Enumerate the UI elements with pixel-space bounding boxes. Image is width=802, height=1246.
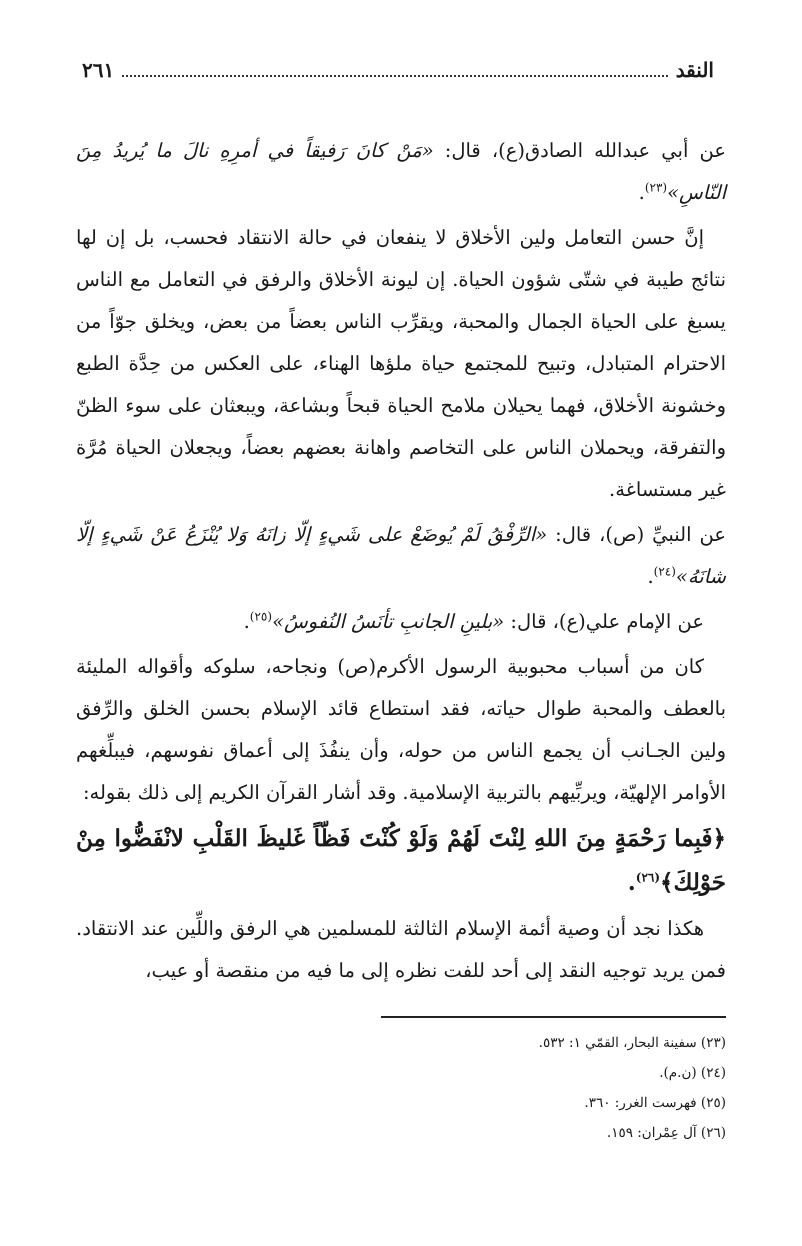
hadith-quote: «مَنْ كانَ رَفيقاً في أمرِهِ نالَ ما يُريدُ مِنَ النّاسِ» <box>76 139 726 204</box>
footnote-ref: (٢٦) <box>635 870 661 885</box>
paragraph-2: إنَّ حسن التعامل ولين الأخلاق لا ينفعان في حالة الانتقاد فحسب، بل إن لها نتائج طيبة في شتّى شؤون الحياة. إن ليونة الأخلاق والرفق في التعامل مع الناس يسبغ على الحياة الجمال والمحبة، ويقرِّب الناس بعضاً من بعض، ويخلق جوّاً من الاحترام المتبادل، وتبيح للمجتمع حياة ملؤها الهناء، على العكس من حِدَّة الطبع وخشونة الأخلاق، فهما يحيلان ملامح الحياة قبحاً وبشاعة، ويبعثان على سوء الظنّ والتفرقة، ويحملان الناس على التخاصم واهانة بعضهم بعضاً، ويجعلان الحياة مُرَّة غير مستساغة. <box>76 226 726 501</box>
footnote-ref: (٢٤) <box>653 564 676 579</box>
paragraph-4 <box>76 601 726 643</box>
punctuation: . <box>647 565 654 588</box>
footnote-26: (٢٦) آل عِمْران: ١٥٩. <box>606 1125 726 1141</box>
footnote-divider <box>381 1016 726 1018</box>
footnote-ref: (٢٥) <box>249 609 273 624</box>
paragraph-6: هكذا نجد أن وصية أئمة الإسلام الثالثة للمسلمين هي الرفق واللِّين عند الانتقاد. فمن يريد توجيه النقد إلى أحد للفت نظره إلى ما فيه من منقصة أو عيب، <box>76 917 726 982</box>
footnote-ref: (٢٣) <box>644 180 668 195</box>
hadith-intro: عن الإمام علي(ع)، قال: <box>504 610 704 633</box>
footnotes <box>326 1028 726 1148</box>
hadith-intro: عن أبي عبدالله الصادق(ع)، قال: <box>433 139 726 162</box>
hadith-quote: «بلينِ الجانبِ تأنَسُ النُفوسُ» <box>272 610 505 633</box>
main-text <box>76 130 726 995</box>
paragraph-5: كان من أسباب محبوبية الرسول الأكرم(ص) ونجاحه، سلوكه وأقواله المليئة بالعطف والمحبة طوال حياته، فقد استطاع قائد الإسلام بحسن الخلق والرِّفق ولين الجـانب أن يجمع الناس من حوله، وأن ينفُذَ إلى أعماق نفوسهم، فيبلِّغهم الأوامر الإلهيّة، ويربِّيهم بالتربية الإسلامية. وقد أشار القرآن الكريم إلى ذلك بقوله: <box>76 655 726 804</box>
footnote-23: (٢٣) سفينة البحار، القمّي ١: ٥٣٢. <box>538 1035 726 1051</box>
footnote-25: (٢٥) فهرست الغرر: ٣٦٠. <box>584 1095 726 1111</box>
section-title: النقد <box>675 58 714 82</box>
footnote-24: (٢٤) (ن.م). <box>659 1065 726 1081</box>
hadith-intro: عن النبيِّ (ص)، قال: <box>547 523 726 546</box>
punctuation: . <box>638 181 645 204</box>
verse-text: ﴿فَبِما رَحْمَةٍ مِنَ اللهِ لِنْتَ لَهُمْ وَلَوْ كُنْتَ فَظّاً غَليظَ القَلْبِ لانْفَضُّوا مِنْ حَوْلِكَ﴾ <box>76 825 726 896</box>
paragraph-3 <box>76 514 726 598</box>
running-header <box>82 58 714 92</box>
punctuation: . <box>627 869 636 896</box>
paragraph-1 <box>76 130 726 214</box>
punctuation: . <box>243 610 250 633</box>
hadith-quote: «الرِّفْقُ لَمْ يُوضَعْ على شَيءٍ إلّا زانَهُ وَلا يُنْزَعُ عَنْ شَيءٍ إلّا شانَهُ» <box>76 523 726 588</box>
leader-dots <box>122 75 667 77</box>
page-number: ٢٦١ <box>82 58 115 82</box>
quran-verse <box>76 817 726 905</box>
